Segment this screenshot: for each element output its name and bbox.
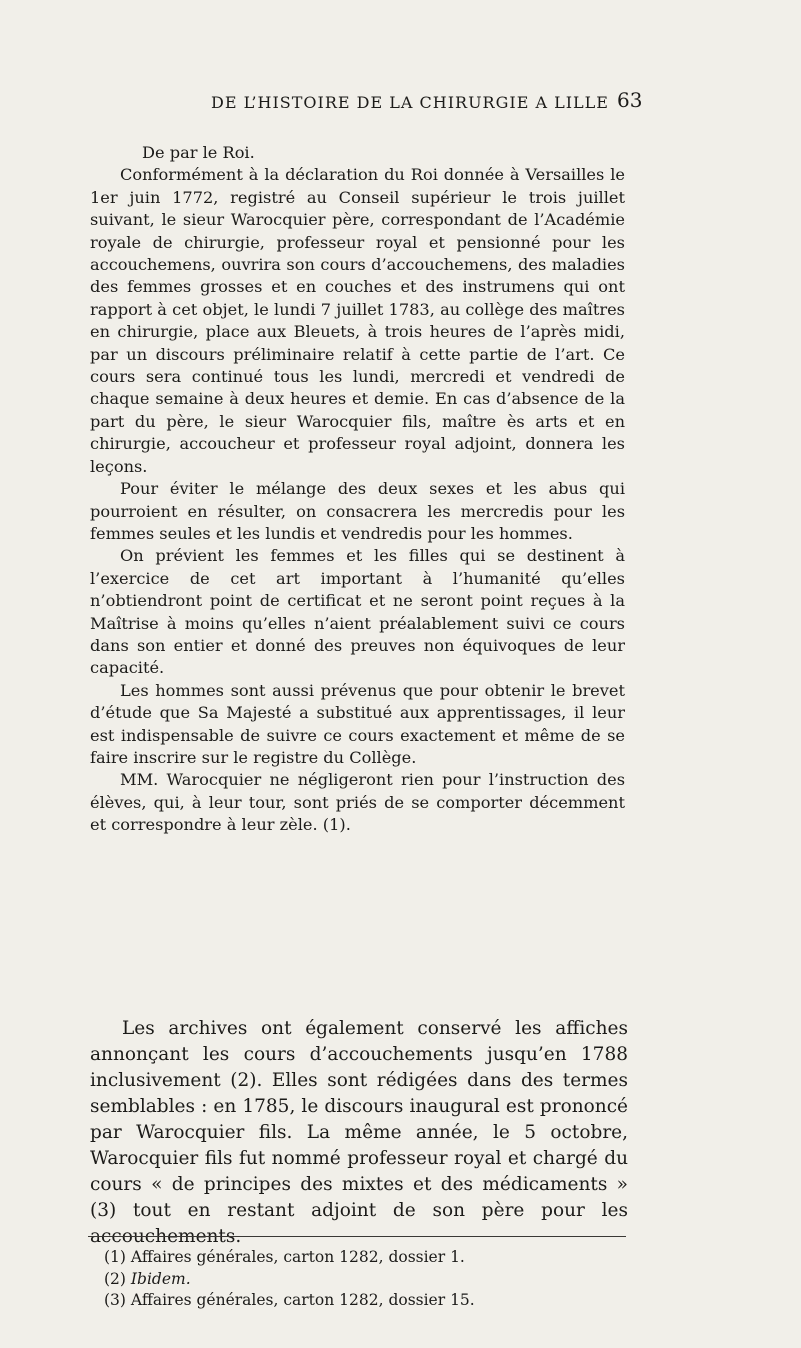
decree-paragraph: MM. Warocquier ne négligeront rien pour l’instruction des élèves, qui, à leur tour, sont priés de se comporter décemment et correspondre à leur zèle. (1). (90, 770, 625, 835)
decree-heading: De par le Roi. (142, 143, 255, 162)
footnote (104, 1269, 624, 1291)
footnote-text: Affaires générales, carton 1282, dossier 15. (130, 1291, 475, 1309)
page-number: 63 (617, 88, 643, 112)
footnote-text: Affaires générales, carton 1282, dossier 1. (130, 1248, 465, 1266)
footnote-marker: (3) (104, 1291, 126, 1309)
body-text (90, 1016, 628, 1250)
footnote-text: Ibidem. (130, 1269, 191, 1288)
running-title: DE L’HISTOIRE DE LA CHIRURGIE A LILLE (211, 93, 609, 112)
decree-paragraph: On prévient les femmes et les filles qui se destinent à l’exercice de cet art important à l’humanité qu’elles n’obtiendront point de certificat et ne seront point reçues à la Maîtrise à moins qu’elles n’aient préalablement suivi ce cours dans son entier et donné des preuves non équivoques de leur capacité. (90, 546, 625, 678)
footnote (104, 1247, 624, 1269)
body-paragraph: Les archives ont également conservé les affiches annonçant les cours d’accouchements jusqu’en 1788 inclusivement (2). Elles sont rédigées dans des termes semblables : en 1785, le discours inaugural est prononcé par Warocquier fils. La même année, le 5 octobre, Warocquier fils fut nommé professeur royal et chargé du cours « de principes des mixtes et des médicaments » (3) tout en restant adjoint de son père pour les accouchements. (90, 1018, 628, 1247)
decree-paragraph: Pour éviter le mélange des deux sexes et les abus qui pourroient en résulter, on consacrera les mercredis pour les femmes seules et les lundis et vendredis pour les hommes. (90, 479, 625, 543)
decree-paragraph: Les hommes sont aussi prévenus que pour obtenir le brevet d’étude que Sa Majesté a substitué aux apprentissages, il leur est indispensable de suivre ce cours exactement et même de se faire inscrire sur le registre du Collège. (90, 680, 625, 767)
footnotes (104, 1247, 624, 1312)
footnote (104, 1290, 624, 1312)
footnote-marker: (1) (104, 1248, 126, 1266)
footnote-separator (88, 1236, 626, 1237)
footnote-marker: (2) (104, 1269, 126, 1288)
decree-paragraph: Conformément à la déclaration du Roi donnée à Versailles le 1er juin 1772, registré au Conseil supérieur le trois juillet suivant, le sieur Warocquier père, correspondant de l’Académie royale de chirurgie, professeur royal et pensionné pour les accouchemens, ouvrira son cours d’accouchemens, des maladies des femmes grosses et en couches et des instrumens qui ont rapport à cet objet, le lundi 7 juillet 1783, au collège des maîtres en chirurgie, place aux Bleuets, à trois heures de l’après midi, par un discours préliminaire relatif à cette partie de l’art. Ce cours sera continué tous les lundi, mercredi et vendredi de chaque semaine à deux heures et demie. En cas d’absence de la part du père, le sieur Warocquier fils, maître ès arts et en chirurgie, accoucheur et professeur royal adjoint, donnera les leçons. (90, 165, 625, 476)
decree-quotation (90, 142, 625, 837)
